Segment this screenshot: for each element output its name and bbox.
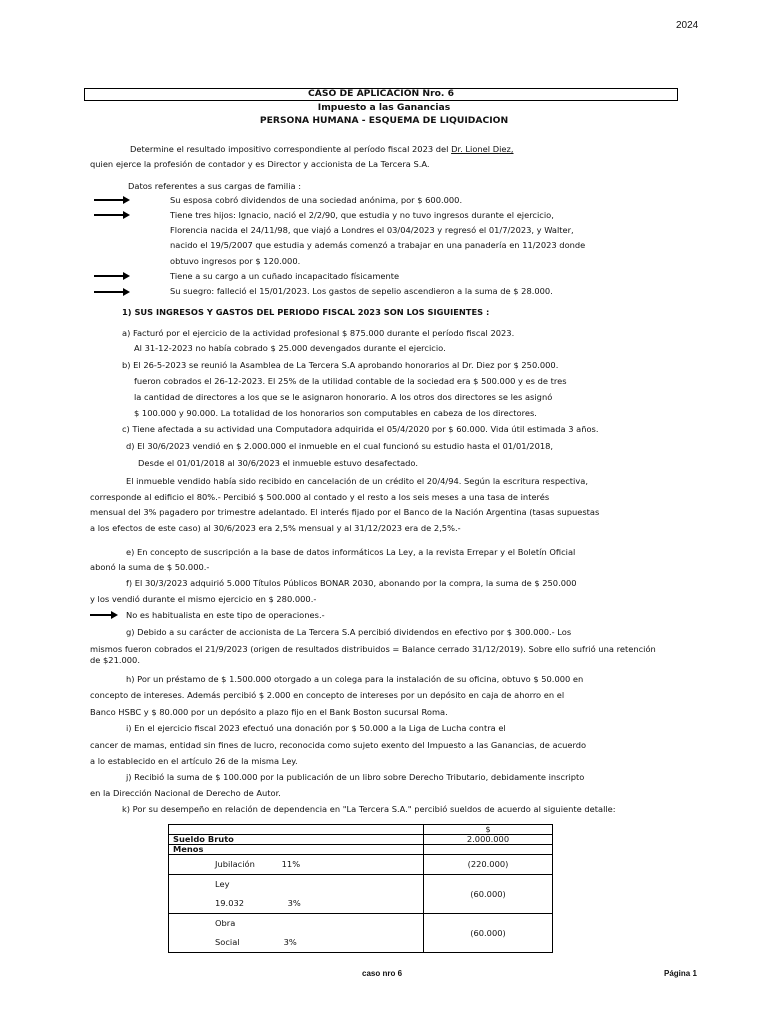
deduction-pct: 3% [283,937,297,947]
property-paragraph: mensual del 3% pagadero por trimestre adelantado. El interés fijado por el Banco de la Nación Argentina (tasas supuestas [90,507,600,517]
property-paragraph: corresponde al edificio el 80%.- Percibió $ 500.000 al contado y el resto a los seis meses a una tasa de interés [90,492,550,502]
subtitle-tax: Impuesto a las Ganancias [317,102,451,113]
item-i: cancer de mamas, entidad sin fines de lucro, reconocida como sujeto exento del Impuesto a las Ganancias, de acuerdo [90,740,587,750]
header-year: 2024 [676,20,699,31]
salary-table [168,824,553,953]
item-g: mismos fueron cobrados el 21/9/2023 (origen de resultados distribuidos = Balance cerrado 31/12/2019). Sobre ello sufrió una retención [90,644,656,654]
deduction-value: (60.000) [424,875,553,914]
family-line: nacido el 19/5/2007 que estudia y además comenzó a trabajar en una panadería en 11/2023 donde [170,240,586,250]
item-b: fueron cobrados el 26-12-2023. El 25% de la utilidad contable de la sociedad era $ 500.000 y es de tres [134,376,567,386]
item-g: g) Debido a su carácter de accionista de La Tercera S.A percibió dividendos en efectivo por $ 300.000.- Los [126,627,572,637]
item-a: a) Facturó por el ejercicio de la actividad profesional $ 875.000 durante el período fiscal 2023. [122,328,515,338]
item-e: e) En concepto de suscripción a la base de datos informáticos La Ley, a la revista Errepar y el Boletín Oficial [126,547,576,557]
item-b: b) El 26-5-2023 se reunió la Asamblea de La Tercera S.A aprobando honorarios al Dr. Diez por $ 250.000. [122,360,559,370]
item-d: d) El 30/6/2023 vendió en $ 2.000.000 el inmueble en el cual funcionó su estudio hasta el 01/01/2018, [126,441,554,451]
deduction-value: (60.000) [424,914,553,953]
item-f: f) El 30/3/2023 adquirió 5.000 Títulos Públicos BONAR 2030, abonando por la compra, la suma de $ 250.000 [126,578,577,588]
family-line: Su esposa cobró dividendos de una sociedad anónima, por $ 600.000. [170,195,463,205]
family-header: Datos referentes a sus cargas de familia : [128,181,302,191]
arrow-icon [94,214,124,216]
item-g: de $21.000. [90,655,140,665]
item-i: i) En el ejercicio fiscal 2023 efectuó una donación por $ 50.000 a la Liga de Lucha contra el [126,723,506,733]
item-j: en la Dirección Nacional de Derecho de Autor. [90,788,281,798]
item-k: k) Por su desempeño en relación de dependencia en "La Tercera S.A." percibió sueldos de acuerdo al siguiente detalle: [122,804,616,814]
item-c: c) Tiene afectada a su actividad una Computadora adquirida el 05/4/2020 por $ 60.000. Vida útil estimada 3 años. [122,424,599,434]
sueldo-bruto-label: Sueldo Bruto [169,835,424,845]
deduction-cell [169,855,424,875]
property-paragraph: a los efectos de este caso) al 30/6/2023 era 2,5% mensual y al 31/12/2023 era de 2,5%.- [90,523,461,533]
family-line: Tiene tres hijos: Ignacio, nació el 2/2/90, que estudia y no tuvo ingresos durante el ejercicio, [170,210,554,220]
item-e: abonó la suma de $ 50.000.- [90,562,210,572]
item-j: j) Recibió la suma de $ 100.000 por la publicación de un libro sobre Derecho Tributario, debidamente inscripto [126,772,585,782]
section-1-title: 1) SUS INGRESOS Y GASTOS DEL PERIODO FISCAL 2023 SON LOS SIGUIENTES : [122,307,490,317]
intro-line-1 [130,144,514,154]
table-row [169,875,553,914]
family-line: Su suegro: falleció el 15/01/2023. Los gastos de sepelio ascendieron a la suma de $ 28.000. [170,286,553,296]
deduction-label: Jubilación [215,859,255,869]
property-paragraph: El inmueble vendido había sido recibido en cancelación de un crédito el 20/4/94. Según la escritura respectiva, [126,476,588,486]
item-h: h) Por un préstamo de $ 1.500.000 otorgado a un colega para la instalación de su oficina, obtuvo $ 50.000 en [126,674,584,684]
family-line: Florencia nacida el 24/11/98, que viajó a Londres el 03/04/2023 y regresó el 01/7/2023, y Walter, [170,225,574,235]
item-d: Desde el 01/01/2018 al 30/6/2023 el inmueble estuvo desafectado. [138,458,419,468]
arrow-icon [94,291,124,293]
item-b: la cantidad de directores a los que se le asignaron honorario. A los otros dos directores se les asignó [134,392,553,402]
item-i: a lo establecido en el artículo 26 de la misma Ley. [90,756,298,766]
deduction-pct: 3% [287,898,301,908]
taxpayer-name: Dr. Lionel Diez, [451,144,514,154]
footer-case: caso nro 6 [362,969,403,978]
case-title: CASO DE APLICACION Nro. 6 [84,88,678,101]
table-row [169,835,553,845]
table-row [169,855,553,875]
family-line: Tiene a su cargo a un cuñado incapacitado físicamente [170,271,400,281]
item-a: Al 31-12-2023 no había cobrado $ 25.000 devengados durante el ejercicio. [134,343,446,353]
deduction-cell [169,875,424,914]
table-row [169,845,553,855]
item-h: concepto de intereses. Además percibió $ 2.000 en concepto de intereses por un depósito en caja de ahorro en el [90,690,565,700]
item-h: Banco HSBC y $ 80.000 por un depósito a plazo fijo en el Bank Boston sucursal Roma. [90,707,448,717]
table-cell [169,825,424,835]
item-b: $ 100.000 y 90.000. La totalidad de los honorarios son computables en cabeza de los directores. [134,408,537,418]
sueldo-bruto-value: 2.000.000 [424,835,553,845]
subtitle-scheme: PERSONA HUMANA - ESQUEMA DE LIQUIDACION [259,115,509,126]
arrow-icon [94,275,124,277]
intro-text: Determine el resultado impositivo correspondiente al período fiscal 2023 del [130,144,452,154]
deduction-label: Obra Social [215,918,240,947]
deduction-value: (220.000) [424,855,553,875]
family-line: obtuvo ingresos por $ 120.000. [170,256,301,266]
footer-page: Página 1 [664,969,697,978]
arrow-icon [94,199,124,201]
table-row [169,914,553,953]
table-row [169,825,553,835]
item-f: No es habitualista en este tipo de operaciones.- [126,610,325,620]
intro-line-2: quien ejerce la profesión de contador y es Director y accionista de La Tercera S.A. [90,159,430,169]
deduction-cell [169,914,424,953]
currency-header: $ [424,825,553,835]
deduction-label: Ley 19.032 [215,879,245,908]
menos-label: Menos [169,845,424,855]
arrow-icon [90,614,112,616]
deduction-pct: 11% [281,859,301,869]
item-f: y los vendió durante el mismo ejercicio en $ 280.000.- [90,594,317,604]
table-cell [424,845,553,855]
